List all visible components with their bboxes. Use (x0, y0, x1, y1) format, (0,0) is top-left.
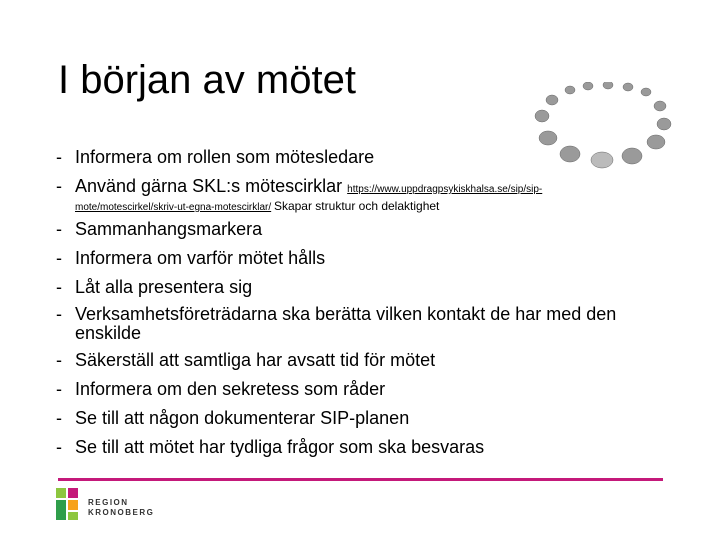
chair-icon (623, 83, 633, 91)
list-item: - Använd gärna SKL:s mötescirklar https://www.uppdragpsykiskhalsa.se/sip/sip- mote/motescirkel/skriv-ut-egna-motescirklar/ Skapar struktur och delaktighet (56, 176, 543, 213)
list-item: - Se till att någon dokumenterar SIP-planen (56, 408, 410, 428)
mötescirklar-link-continued[interactable]: mote/motescirkel/skriv-ut-egna-motescirklar/ (75, 202, 272, 213)
chair-icon (603, 82, 613, 89)
chair-icon (654, 101, 666, 111)
list-item: - Se till att mötet har tydliga frågor som ska besvaras (56, 437, 485, 457)
chair-icon (539, 131, 557, 145)
mötescirklar-link[interactable]: https://www.uppdragpsykiskhalsa.se/sip/sip- (347, 184, 543, 195)
list-item: - Informera om rollen som mötesledare (56, 147, 375, 167)
chair-icon (535, 110, 549, 122)
list-item: - Informera om den sekretess som råder (56, 379, 386, 399)
chair-icon (546, 95, 558, 105)
list-item: - Låt alla presentera sig (56, 277, 253, 297)
list-item: - Informera om varför mötet hålls (56, 248, 326, 268)
slide-title: I början av mötet (58, 58, 356, 102)
chair-icon (565, 86, 575, 94)
logo-text: REGION KRONOBERG (88, 498, 155, 517)
list-item: - Verksamhetsföreträdarna ska berätta vilken kontakt de har med den enskilde (56, 304, 617, 343)
bullet-list (56, 146, 656, 465)
footer-divider (58, 478, 663, 481)
list-item: - Sammanhangsmarkera (56, 219, 263, 239)
chair-icon (641, 88, 651, 96)
chair-icon (583, 82, 593, 90)
chair-icon (657, 118, 671, 130)
list-item: - Säkerställ att samtliga har avsatt tid för mötet (56, 350, 436, 370)
